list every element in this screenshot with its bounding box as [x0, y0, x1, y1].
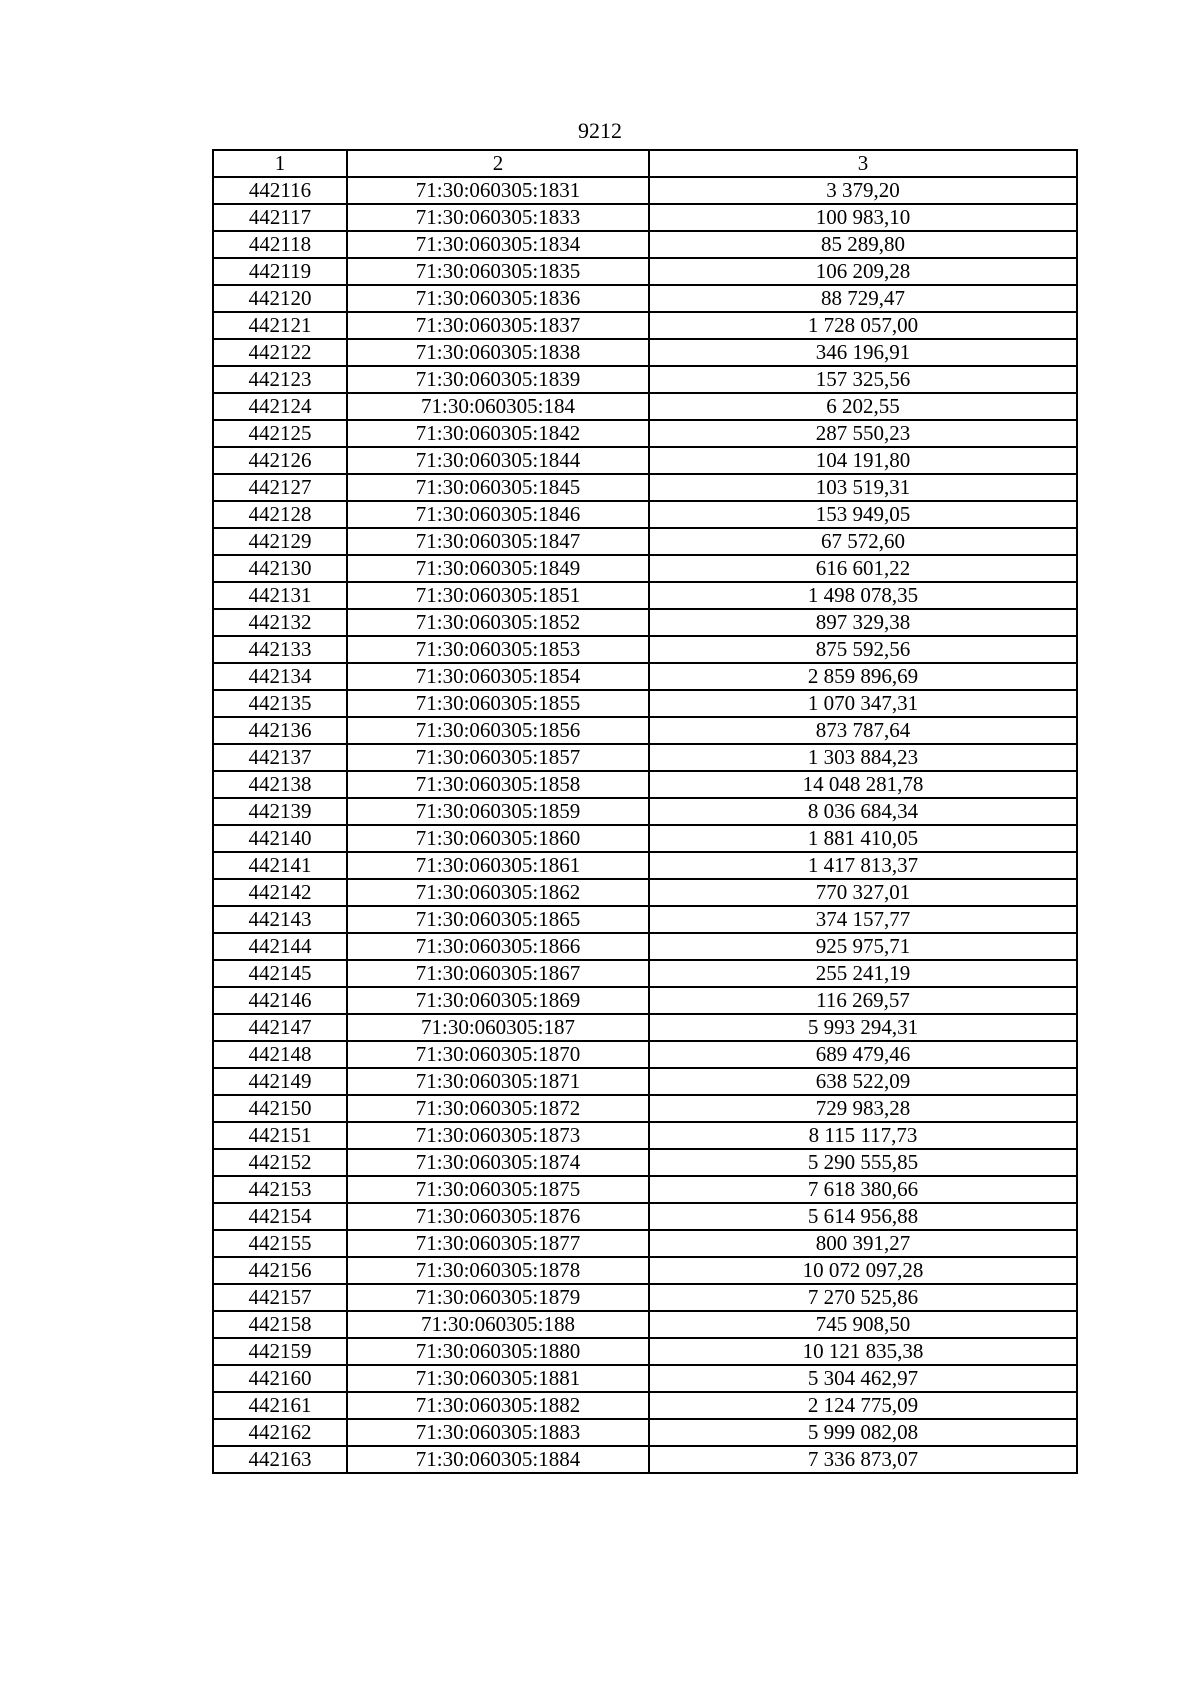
- cadastral-number-cell: 71:30:060305:1847: [347, 528, 649, 555]
- row-number-cell: 442138: [213, 771, 347, 798]
- row-number-cell: 442116: [213, 177, 347, 204]
- value-cell: 770 327,01: [649, 879, 1077, 906]
- value-cell: 10 121 835,38: [649, 1338, 1077, 1365]
- value-cell: 2 124 775,09: [649, 1392, 1077, 1419]
- table-row: [213, 366, 1077, 393]
- row-number-cell: 442131: [213, 582, 347, 609]
- value-cell: 85 289,80: [649, 231, 1077, 258]
- cadastral-number-cell: 71:30:060305:1866: [347, 933, 649, 960]
- table-row: [213, 555, 1077, 582]
- table-row: [213, 420, 1077, 447]
- table-row: [213, 1311, 1077, 1338]
- cadastral-number-cell: 71:30:060305:1879: [347, 1284, 649, 1311]
- value-cell: 925 975,71: [649, 933, 1077, 960]
- row-number-cell: 442140: [213, 825, 347, 852]
- value-cell: 5 304 462,97: [649, 1365, 1077, 1392]
- table-row: [213, 1365, 1077, 1392]
- value-cell: 5 290 555,85: [649, 1149, 1077, 1176]
- cadastral-number-cell: 71:30:060305:1875: [347, 1176, 649, 1203]
- table-row: [213, 1230, 1077, 1257]
- value-cell: 729 983,28: [649, 1095, 1077, 1122]
- page-number: 9212: [578, 118, 622, 143]
- table-row: [213, 1338, 1077, 1365]
- table-row: [213, 987, 1077, 1014]
- value-cell: 88 729,47: [649, 285, 1077, 312]
- value-cell: 800 391,27: [649, 1230, 1077, 1257]
- value-cell: 638 522,09: [649, 1068, 1077, 1095]
- value-cell: 7 336 873,07: [649, 1446, 1077, 1473]
- value-cell: 1 303 884,23: [649, 744, 1077, 771]
- value-cell: 104 191,80: [649, 447, 1077, 474]
- cadastral-number-cell: 71:30:060305:1870: [347, 1041, 649, 1068]
- value-cell: 374 157,77: [649, 906, 1077, 933]
- table-row: [213, 1203, 1077, 1230]
- table-row: [213, 1095, 1077, 1122]
- cadastral-number-cell: 71:30:060305:1839: [347, 366, 649, 393]
- table-row: [213, 663, 1077, 690]
- table-row: [213, 177, 1077, 204]
- value-cell: 5 614 956,88: [649, 1203, 1077, 1230]
- table-row: [213, 204, 1077, 231]
- row-number-cell: 442139: [213, 798, 347, 825]
- value-cell: 3 379,20: [649, 177, 1077, 204]
- row-number-cell: 442142: [213, 879, 347, 906]
- value-cell: 153 949,05: [649, 501, 1077, 528]
- row-number-cell: 442133: [213, 636, 347, 663]
- row-number-cell: 442119: [213, 258, 347, 285]
- row-number-cell: 442144: [213, 933, 347, 960]
- row-number-cell: 442152: [213, 1149, 347, 1176]
- value-cell: 616 601,22: [649, 555, 1077, 582]
- header-row: [213, 150, 1077, 177]
- table-header: [213, 150, 1077, 177]
- cadastral-number-cell: 71:30:060305:1837: [347, 312, 649, 339]
- cadastral-number-cell: 71:30:060305:1857: [347, 744, 649, 771]
- cadastral-number-cell: 71:30:060305:1882: [347, 1392, 649, 1419]
- table-row: [213, 1149, 1077, 1176]
- row-number-cell: 442118: [213, 231, 347, 258]
- table-row: [213, 285, 1077, 312]
- value-cell: 157 325,56: [649, 366, 1077, 393]
- cadastral-number-cell: 71:30:060305:1867: [347, 960, 649, 987]
- table-row: [213, 501, 1077, 528]
- value-cell: 7 618 380,66: [649, 1176, 1077, 1203]
- row-number-cell: 442135: [213, 690, 347, 717]
- value-cell: 1 881 410,05: [649, 825, 1077, 852]
- table-row: [213, 906, 1077, 933]
- table-row: [213, 312, 1077, 339]
- row-number-cell: 442129: [213, 528, 347, 555]
- table-row: [213, 717, 1077, 744]
- value-cell: 1 728 057,00: [649, 312, 1077, 339]
- row-number-cell: 442149: [213, 1068, 347, 1095]
- row-number-cell: 442132: [213, 609, 347, 636]
- cadastral-number-cell: 71:30:060305:1834: [347, 231, 649, 258]
- table-row: [213, 690, 1077, 717]
- cadastral-number-cell: 71:30:060305:1861: [347, 852, 649, 879]
- cadastral-number-cell: 71:30:060305:1853: [347, 636, 649, 663]
- table-row: [213, 582, 1077, 609]
- row-number-cell: 442153: [213, 1176, 347, 1203]
- cadastral-number-cell: 71:30:060305:1851: [347, 582, 649, 609]
- value-cell: 745 908,50: [649, 1311, 1077, 1338]
- cadastral-number-cell: 71:30:060305:1856: [347, 717, 649, 744]
- cadastral-number-cell: 71:30:060305:187: [347, 1014, 649, 1041]
- cadastral-number-cell: 71:30:060305:1852: [347, 609, 649, 636]
- value-cell: 255 241,19: [649, 960, 1077, 987]
- row-number-cell: 442146: [213, 987, 347, 1014]
- value-cell: 1 417 813,37: [649, 852, 1077, 879]
- cadastral-number-cell: 71:30:060305:1874: [347, 1149, 649, 1176]
- table-row: [213, 447, 1077, 474]
- cadastral-number-cell: 71:30:060305:1846: [347, 501, 649, 528]
- table-row: [213, 393, 1077, 420]
- row-number-cell: 442130: [213, 555, 347, 582]
- row-number-cell: 442160: [213, 1365, 347, 1392]
- cadastral-number-cell: 71:30:060305:1883: [347, 1419, 649, 1446]
- cadastral-number-cell: 71:30:060305:1876: [347, 1203, 649, 1230]
- value-cell: 6 202,55: [649, 393, 1077, 420]
- cadastral-number-cell: 71:30:060305:1880: [347, 1338, 649, 1365]
- table-row: [213, 771, 1077, 798]
- cadastral-number-cell: 71:30:060305:1873: [347, 1122, 649, 1149]
- value-cell: 7 270 525,86: [649, 1284, 1077, 1311]
- column-header-3: 3: [649, 150, 1077, 177]
- row-number-cell: 442162: [213, 1419, 347, 1446]
- table-row: [213, 1176, 1077, 1203]
- row-number-cell: 442134: [213, 663, 347, 690]
- table-row: [213, 960, 1077, 987]
- row-number-cell: 442122: [213, 339, 347, 366]
- column-header-1: 1: [213, 150, 347, 177]
- cadastral-number-cell: 71:30:060305:1862: [347, 879, 649, 906]
- row-number-cell: 442158: [213, 1311, 347, 1338]
- row-number-cell: 442120: [213, 285, 347, 312]
- value-cell: 689 479,46: [649, 1041, 1077, 1068]
- row-number-cell: 442137: [213, 744, 347, 771]
- cadastral-number-cell: 71:30:060305:1878: [347, 1257, 649, 1284]
- row-number-cell: 442124: [213, 393, 347, 420]
- row-number-cell: 442147: [213, 1014, 347, 1041]
- table-row: [213, 933, 1077, 960]
- value-cell: 346 196,91: [649, 339, 1077, 366]
- value-cell: 8 115 117,73: [649, 1122, 1077, 1149]
- row-number-cell: 442125: [213, 420, 347, 447]
- row-number-cell: 442163: [213, 1446, 347, 1473]
- value-cell: 8 036 684,34: [649, 798, 1077, 825]
- cadastral-number-cell: 71:30:060305:1842: [347, 420, 649, 447]
- row-number-cell: 442150: [213, 1095, 347, 1122]
- cadastral-number-cell: 71:30:060305:1831: [347, 177, 649, 204]
- value-cell: 5 993 294,31: [649, 1014, 1077, 1041]
- value-cell: 100 983,10: [649, 204, 1077, 231]
- cadastral-number-cell: 71:30:060305:1872: [347, 1095, 649, 1122]
- cadastral-number-cell: 71:30:060305:1877: [347, 1230, 649, 1257]
- row-number-cell: 442127: [213, 474, 347, 501]
- value-cell: 103 519,31: [649, 474, 1077, 501]
- cadastral-number-cell: 71:30:060305:1844: [347, 447, 649, 474]
- row-number-cell: 442121: [213, 312, 347, 339]
- value-cell: 287 550,23: [649, 420, 1077, 447]
- cadastral-number-cell: 71:30:060305:1881: [347, 1365, 649, 1392]
- table-row: [213, 1419, 1077, 1446]
- table-row: [213, 1041, 1077, 1068]
- table-row: [213, 339, 1077, 366]
- row-number-cell: 442117: [213, 204, 347, 231]
- table-row: [213, 1257, 1077, 1284]
- cadastral-number-cell: 71:30:060305:1854: [347, 663, 649, 690]
- row-number-cell: 442151: [213, 1122, 347, 1149]
- table-row: [213, 1068, 1077, 1095]
- value-cell: 5 999 082,08: [649, 1419, 1077, 1446]
- row-number-cell: 442154: [213, 1203, 347, 1230]
- table-row: [213, 798, 1077, 825]
- value-cell: 14 048 281,78: [649, 771, 1077, 798]
- table-row: [213, 636, 1077, 663]
- row-number-cell: 442148: [213, 1041, 347, 1068]
- value-cell: 873 787,64: [649, 717, 1077, 744]
- row-number-cell: 442145: [213, 960, 347, 987]
- column-header-2: 2: [347, 150, 649, 177]
- row-number-cell: 442141: [213, 852, 347, 879]
- row-number-cell: 442128: [213, 501, 347, 528]
- cadastral-number-cell: 71:30:060305:1845: [347, 474, 649, 501]
- cadastral-number-cell: 71:30:060305:1869: [347, 987, 649, 1014]
- cadastral-number-cell: 71:30:060305:1858: [347, 771, 649, 798]
- row-number-cell: 442156: [213, 1257, 347, 1284]
- cadastral-number-cell: 71:30:060305:184: [347, 393, 649, 420]
- table-row: [213, 474, 1077, 501]
- value-cell: 2 859 896,69: [649, 663, 1077, 690]
- value-cell: 67 572,60: [649, 528, 1077, 555]
- value-cell: 897 329,38: [649, 609, 1077, 636]
- cadastral-number-cell: 71:30:060305:1849: [347, 555, 649, 582]
- cadastral-number-cell: 71:30:060305:1859: [347, 798, 649, 825]
- table-row: [213, 231, 1077, 258]
- cadastral-number-cell: 71:30:060305:1855: [347, 690, 649, 717]
- value-cell: 875 592,56: [649, 636, 1077, 663]
- table-row: [213, 1122, 1077, 1149]
- cadastral-number-cell: 71:30:060305:1833: [347, 204, 649, 231]
- cadastral-number-cell: 71:30:060305:1838: [347, 339, 649, 366]
- table-row: [213, 258, 1077, 285]
- row-number-cell: 442123: [213, 366, 347, 393]
- row-number-cell: 442155: [213, 1230, 347, 1257]
- registry-table: [212, 149, 1078, 1474]
- cadastral-number-cell: 71:30:060305:1836: [347, 285, 649, 312]
- table-row: [213, 1446, 1077, 1473]
- table-row: [213, 1014, 1077, 1041]
- value-cell: 106 209,28: [649, 258, 1077, 285]
- value-cell: 1 498 078,35: [649, 582, 1077, 609]
- value-cell: 1 070 347,31: [649, 690, 1077, 717]
- row-number-cell: 442136: [213, 717, 347, 744]
- row-number-cell: 442126: [213, 447, 347, 474]
- cadastral-number-cell: 71:30:060305:1871: [347, 1068, 649, 1095]
- table-row: [213, 825, 1077, 852]
- cadastral-number-cell: 71:30:060305:1835: [347, 258, 649, 285]
- cadastral-number-cell: 71:30:060305:1865: [347, 906, 649, 933]
- table-row: [213, 1284, 1077, 1311]
- table-row: [213, 609, 1077, 636]
- row-number-cell: 442143: [213, 906, 347, 933]
- cadastral-number-cell: 71:30:060305:188: [347, 1311, 649, 1338]
- table-row: [213, 528, 1077, 555]
- value-cell: 116 269,57: [649, 987, 1077, 1014]
- cadastral-number-cell: 71:30:060305:1860: [347, 825, 649, 852]
- table-row: [213, 744, 1077, 771]
- row-number-cell: 442159: [213, 1338, 347, 1365]
- table-body: [213, 177, 1077, 1473]
- row-number-cell: 442157: [213, 1284, 347, 1311]
- table-row: [213, 852, 1077, 879]
- table-row: [213, 1392, 1077, 1419]
- table-row: [213, 879, 1077, 906]
- value-cell: 10 072 097,28: [649, 1257, 1077, 1284]
- cadastral-number-cell: 71:30:060305:1884: [347, 1446, 649, 1473]
- row-number-cell: 442161: [213, 1392, 347, 1419]
